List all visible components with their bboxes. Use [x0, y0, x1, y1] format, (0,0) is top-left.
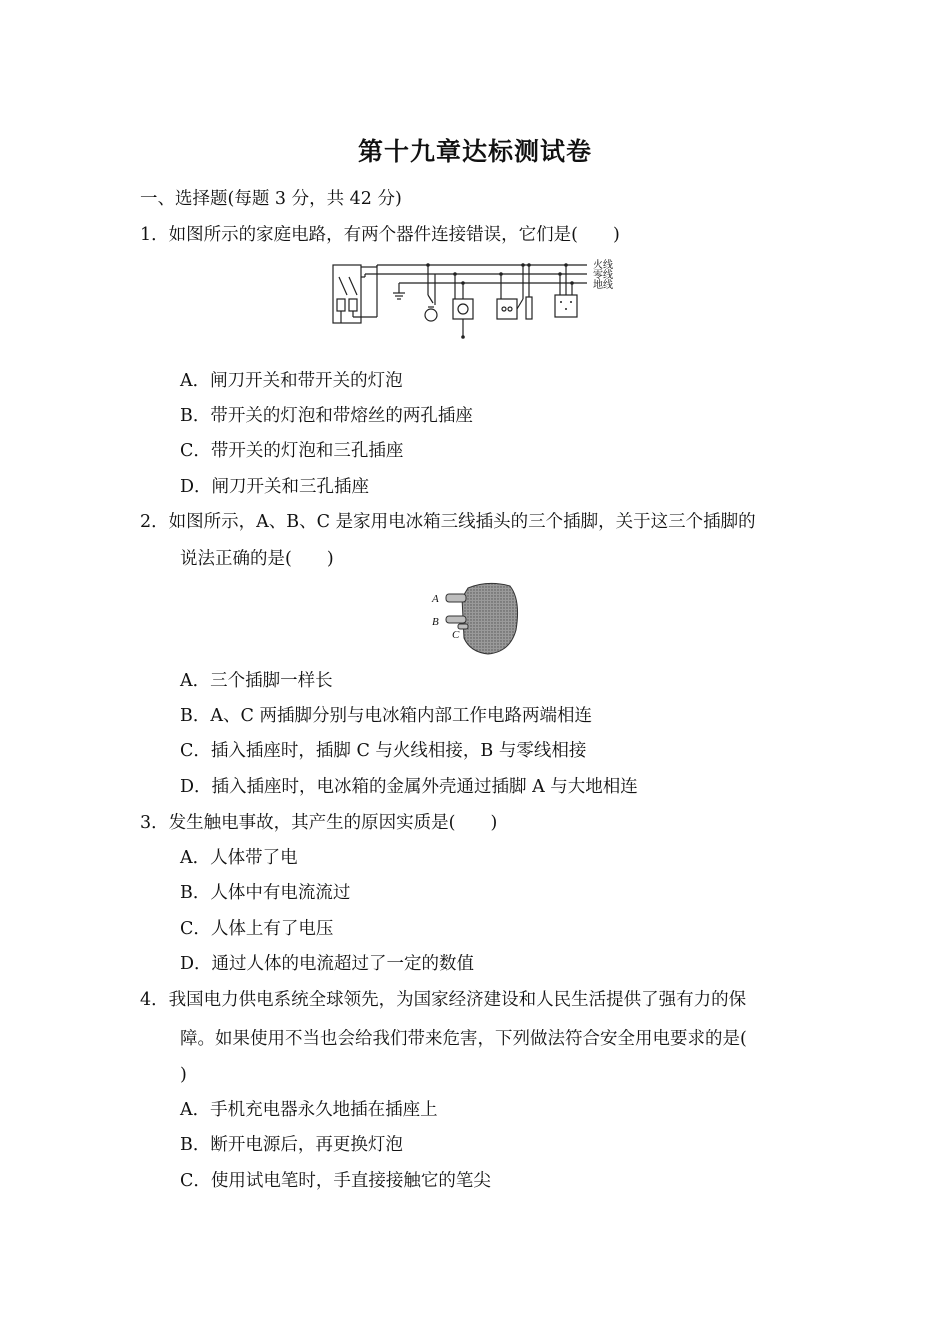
- circuit-diagram: [325, 255, 625, 340]
- q2-option-a: A．三个插脚一样长: [180, 671, 333, 691]
- q3-option-b: B．人体中有电流流过: [180, 883, 351, 903]
- question-2-stem-line1: 2．如图所示，A、B、C 是家用电冰箱三线插头的三个插脚，关于这三个插脚的: [140, 512, 756, 532]
- pin-c-label: C: [452, 629, 460, 641]
- q2-option-c: C．插入插座时，插脚 C 与火线相接，B 与零线相接: [180, 741, 587, 761]
- page-title: 第十九章达标测试卷: [357, 137, 592, 166]
- q4-option-a: A．手机充电器永久地插在插座上: [180, 1100, 438, 1120]
- q3-option-d: D．通过人体的电流超过了一定的数值: [180, 954, 475, 974]
- pin-b-label: B: [432, 616, 439, 628]
- plug-illustration: [428, 580, 523, 658]
- neutral-wire-label: 零线: [593, 270, 613, 281]
- q1-option-b: B．带开关的灯泡和带熔丝的两孔插座: [180, 406, 473, 426]
- q4-option-c: C．使用试电笔时，手直接接触它的笔尖: [180, 1171, 491, 1191]
- question-1-stem: 1．如图所示的家庭电路，有两个器件连接错误，它们是( ): [140, 225, 620, 245]
- question-3-stem: 3．发生触电事故，其产生的原因实质是( ): [140, 813, 498, 833]
- q1-option-c: C．带开关的灯泡和三孔插座: [180, 441, 404, 461]
- q1-option-d: D．闸刀开关和三孔插座: [180, 477, 370, 497]
- q3-option-a: A．人体带了电: [180, 848, 298, 868]
- q2-option-d: D．插入插座时，电冰箱的金属外壳通过插脚 A 与大地相连: [180, 777, 638, 797]
- question-4-stem-line1: 4．我国电力供电系统全球领先，为国家经济建设和人民生活提供了强有力的保: [140, 990, 747, 1010]
- pin-a-label: A: [432, 593, 439, 605]
- section-heading: 一、选择题(每题 3 分，共 42 分): [140, 189, 402, 209]
- live-wire-label: 火线: [593, 260, 613, 271]
- question-2-stem-line2: 说法正确的是( ): [180, 549, 334, 569]
- question-4-stem-line3: ): [180, 1065, 187, 1085]
- q2-option-b: B．A、C 两插脚分别与电冰箱内部工作电路两端相连: [180, 706, 592, 726]
- question-4-stem-line2: 障。如果使用不当也会给我们带来危害，下列做法符合安全用电要求的是(: [180, 1029, 747, 1049]
- q4-option-b: B．断开电源后，再更换灯泡: [180, 1135, 403, 1155]
- ground-wire-label: 地线: [593, 280, 613, 291]
- q1-option-a: A．闸刀开关和带开关的灯泡: [180, 371, 403, 391]
- q3-option-c: C．人体上有了电压: [180, 919, 334, 939]
